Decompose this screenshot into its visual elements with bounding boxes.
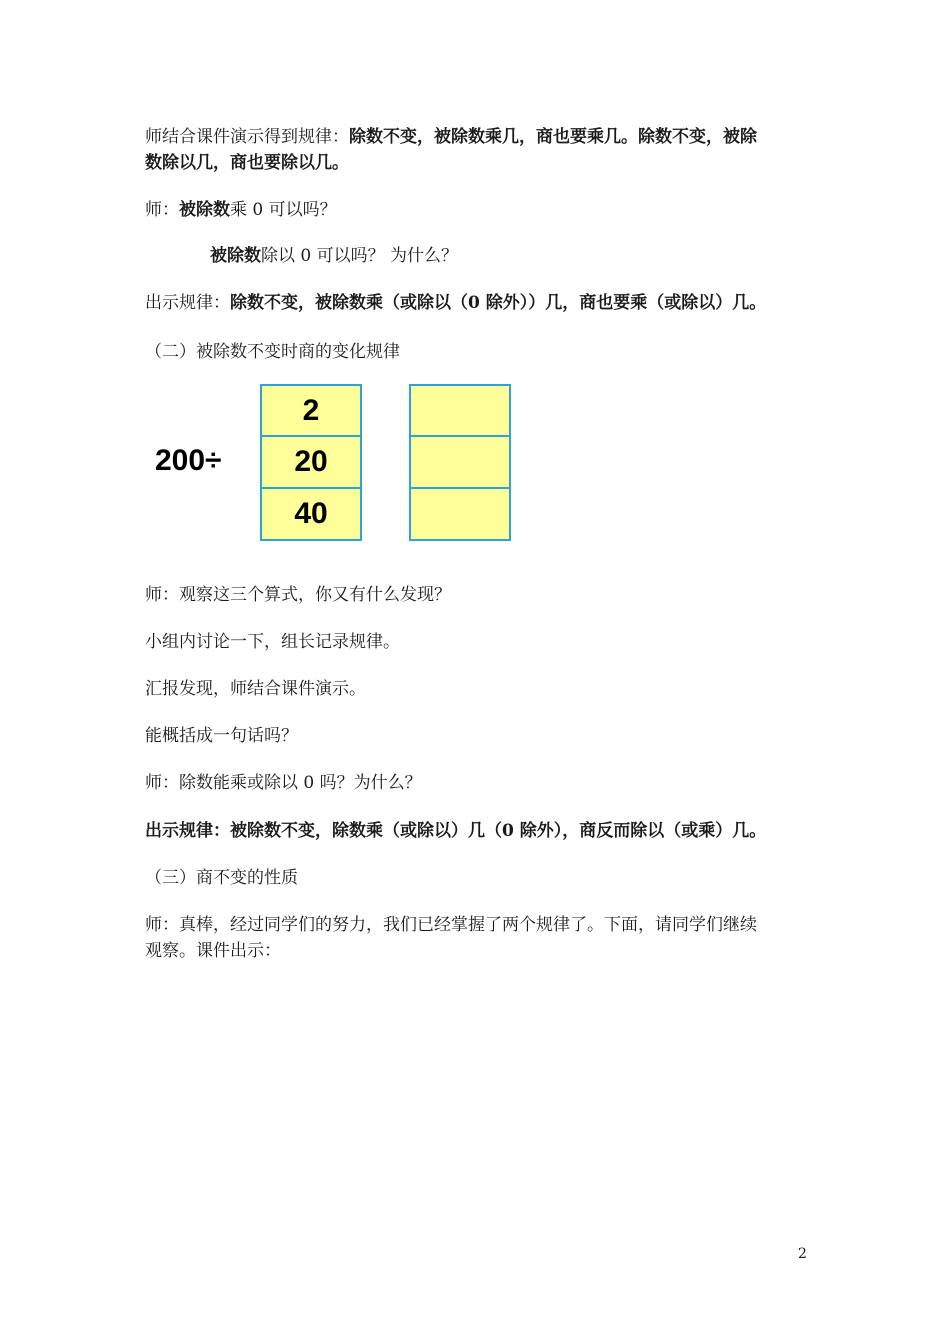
paragraph-question-2 (210, 243, 458, 269)
divisor-column (260, 384, 360, 541)
rule-2-intro: 出示规律： (145, 293, 230, 313)
paragraph-observe: 师：观察这三个算式，你又有什么发现？ (145, 585, 451, 605)
term-dividend: 被除数 (179, 200, 230, 220)
term-dividend: 被除数 (210, 246, 261, 266)
page-number: 2 (798, 1246, 807, 1262)
quotient-cell (409, 384, 511, 437)
paragraph-praise-line1: 师：真棒，经过同学们的努力，我们已经掌握了两个规律了。下面，请同学们继续 (145, 915, 757, 935)
rule-1-bold: 除数不变，被除数乘几，商也要乘几。除数不变，被除 (349, 127, 757, 147)
rule-2-bold: 除数不变，被除数乘（或除以（0 除外））几，商也要乘（或除以）几。 (230, 293, 767, 313)
paragraph-report: 汇报发现，师结合课件演示。 (145, 679, 366, 699)
paragraph-discuss: 小组内讨论一下，组长记录规律。 (145, 632, 400, 652)
teacher-prefix: 师： (145, 200, 179, 220)
paragraph-rule-1 (145, 124, 757, 150)
quotient-cell (409, 489, 511, 541)
quotient-column (409, 384, 509, 541)
question-divide-zero: 除以 0 可以吗？ 为什么？ (261, 246, 459, 266)
paragraph-summarize: 能概括成一句话吗？ (145, 726, 298, 746)
rule-1-line2: 数除以几，商也要除以几。 (145, 153, 349, 173)
paragraph-question-3: 师：除数能乘或除以 0 吗？为什么？ (145, 773, 422, 793)
paragraph-praise-line2: 观察。课件出示： (145, 941, 281, 961)
quotient-cell (409, 437, 511, 489)
question-multiply-zero: 乘 0 可以吗？ (230, 200, 337, 220)
section-heading-2: （二）被除数不变时商的变化规律 (145, 342, 400, 362)
divisor-cell: 40 (260, 489, 362, 541)
paragraph-rule-3: 出示规律：被除数不变，除数乘（或除以）几（0 除外），商反而除以（或乘）几。 (145, 821, 767, 841)
paragraph-rule-2 (145, 290, 766, 316)
divisor-cell: 20 (260, 437, 362, 489)
rule-1-intro: 师结合课件演示得到规律： (145, 127, 349, 147)
dividend-expression: 200÷ (155, 444, 222, 477)
paragraph-question-1 (145, 197, 337, 223)
divisor-cell: 2 (260, 384, 362, 437)
section-heading-3: （三）商不变的性质 (145, 868, 298, 888)
